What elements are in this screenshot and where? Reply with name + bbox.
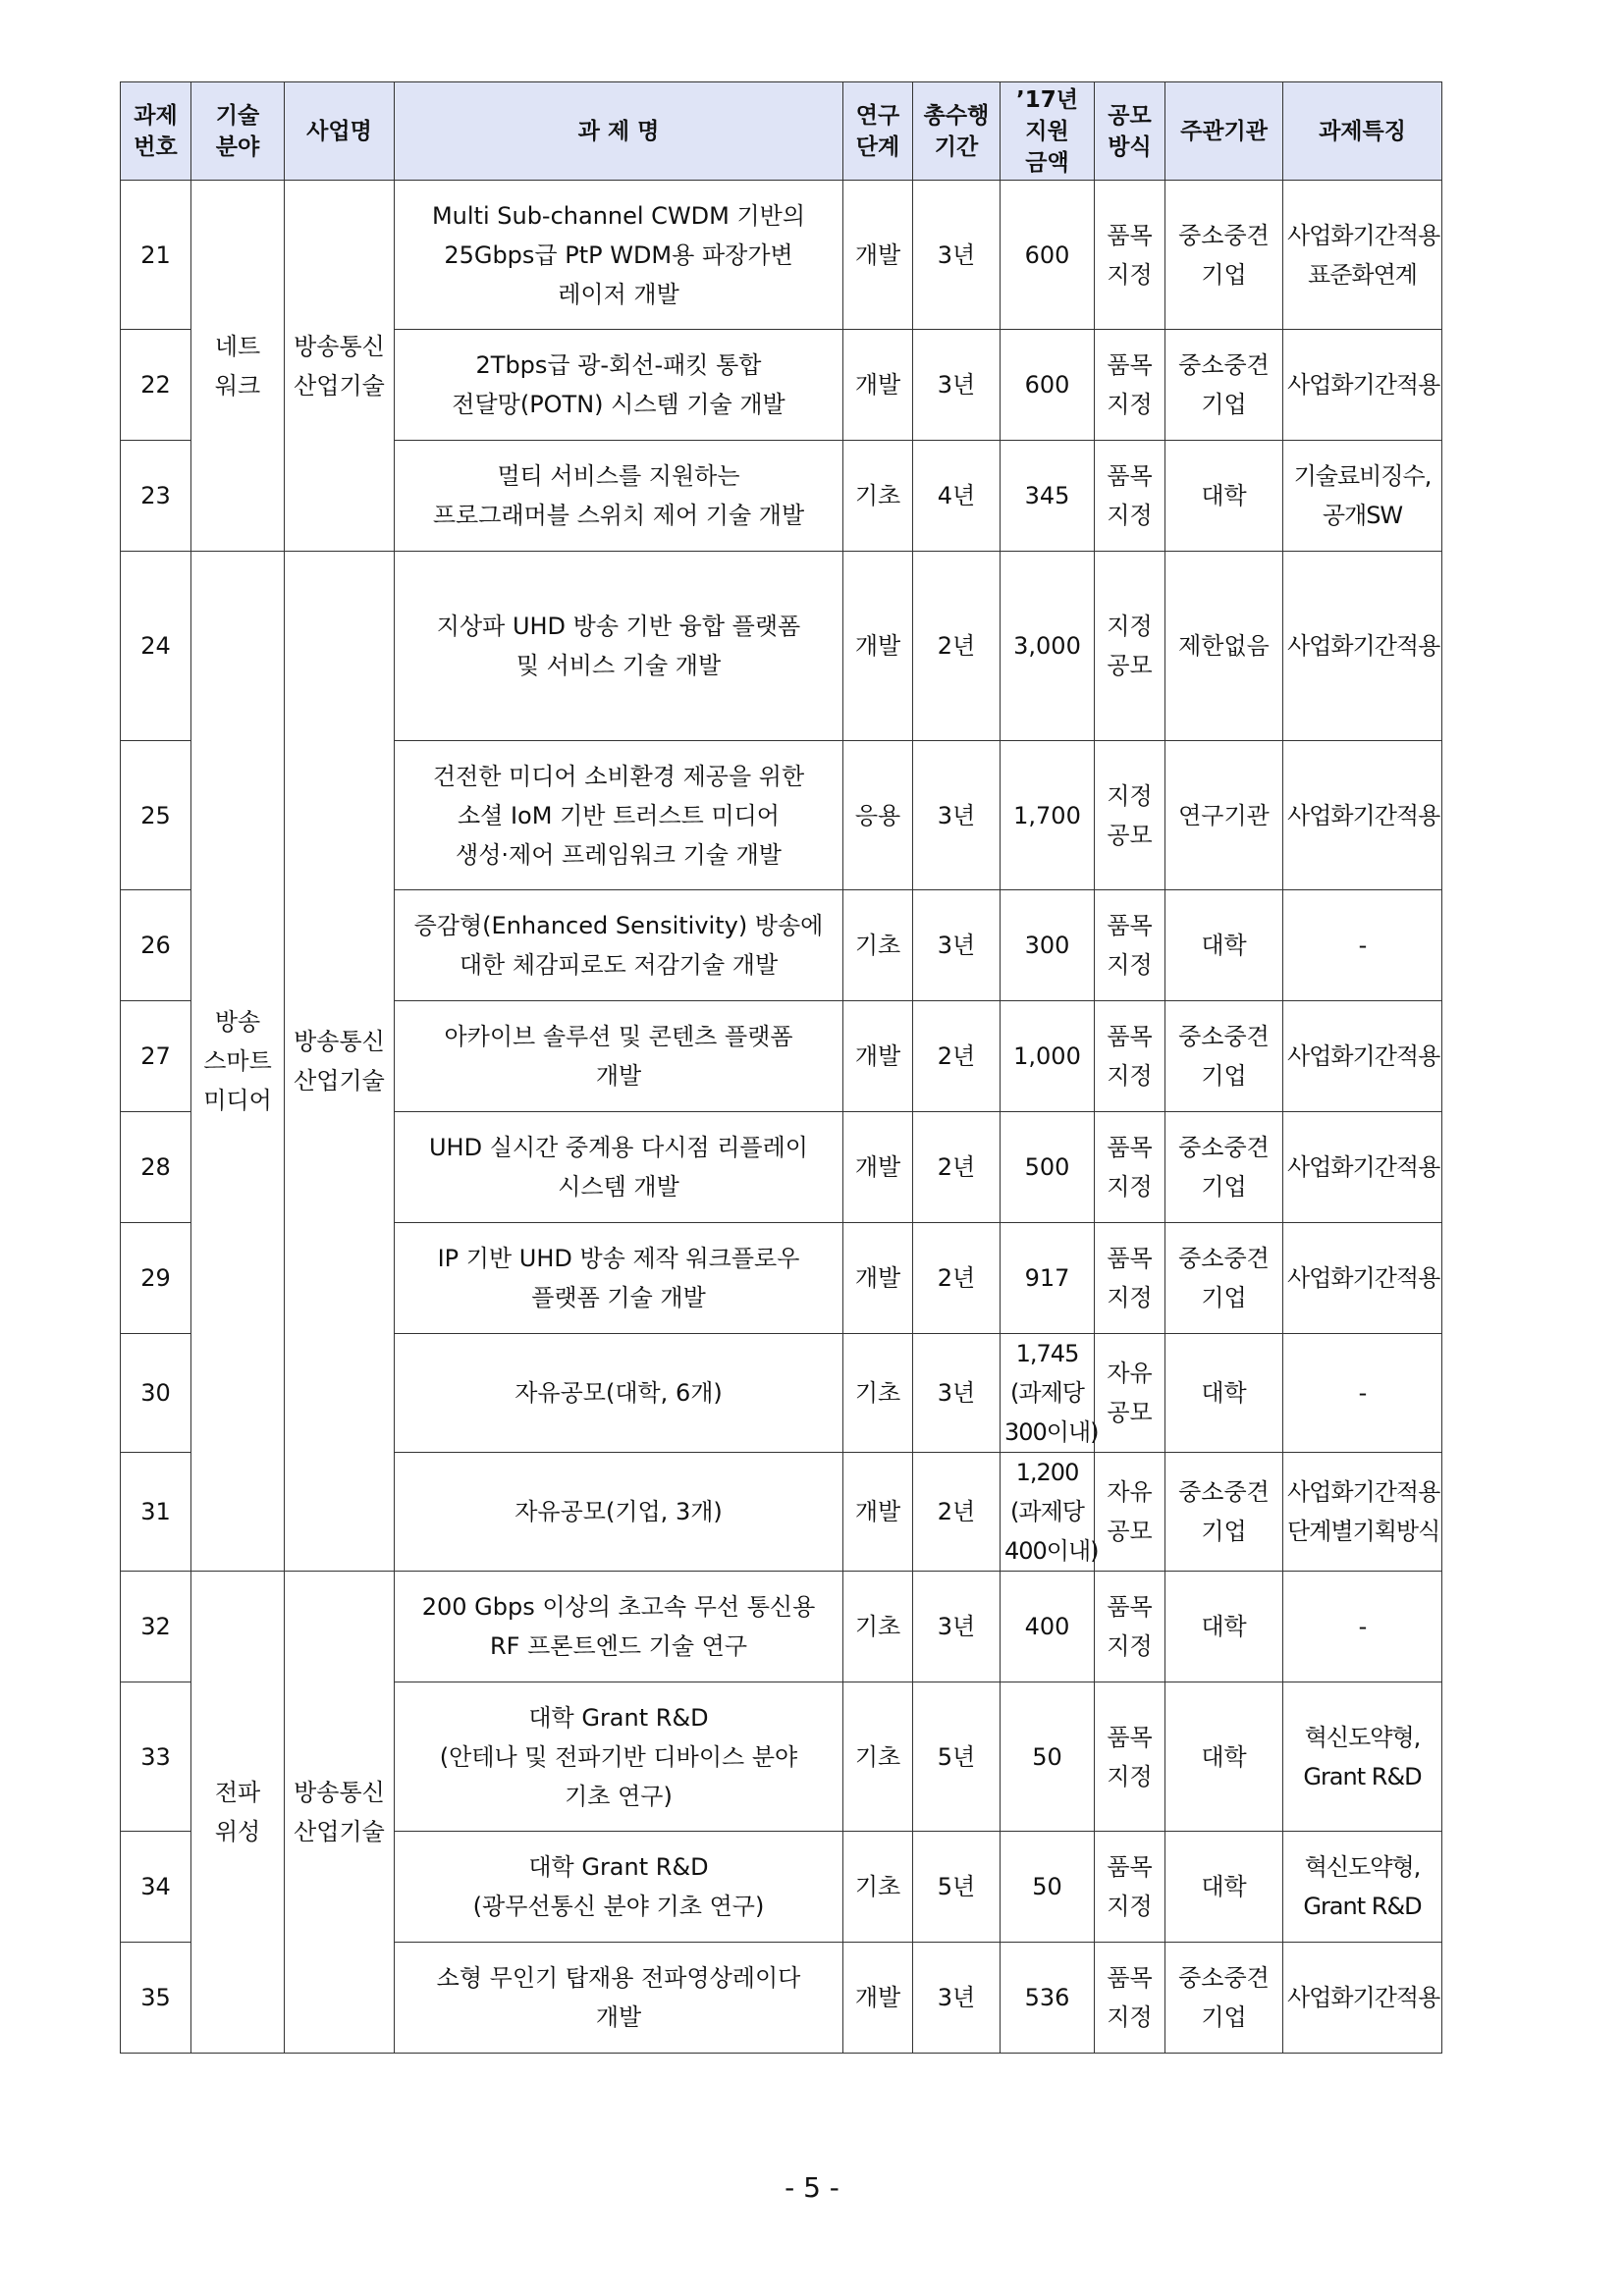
cell-agency: 대학: [1165, 1572, 1283, 1682]
cell-period: 3년: [913, 741, 1001, 890]
cell-program-network: 방송통신 산업기술: [285, 181, 395, 552]
cell-field-media: 방송 스마트 미디어: [191, 552, 285, 1572]
cell-no: 29: [121, 1223, 191, 1334]
cell-title: 자유공모(대학, 6개): [395, 1334, 843, 1453]
cell-feature: 사업화기간적용: [1283, 1112, 1442, 1223]
cell-method: 품목 지정: [1095, 181, 1165, 330]
cell-stage: 기초: [843, 1334, 913, 1453]
cell-method: 품목 지정: [1095, 1223, 1165, 1334]
cell-stage: 응용: [843, 741, 913, 890]
cell-stage: 기초: [843, 1832, 913, 1943]
cell-stage: 기초: [843, 1682, 913, 1832]
cell-no: 33: [121, 1682, 191, 1832]
cell-agency: 중소중견 기업: [1165, 1223, 1283, 1334]
cell-budget: 1,200 (과제당 400이내): [1001, 1453, 1095, 1572]
cell-no: 28: [121, 1112, 191, 1223]
cell-method: 자유 공모: [1095, 1334, 1165, 1453]
cell-no: 34: [121, 1832, 191, 1943]
cell-method: 품목 지정: [1095, 330, 1165, 441]
cell-budget: 600: [1001, 330, 1095, 441]
cell-period: 5년: [913, 1832, 1001, 1943]
cell-stage: 개발: [843, 552, 913, 741]
cell-no: 23: [121, 441, 191, 552]
cell-no: 35: [121, 1943, 191, 2054]
cell-title: 200 Gbps 이상의 초고속 무선 통신용 RF 프론트엔드 기술 연구: [395, 1572, 843, 1682]
cell-stage: 개발: [843, 1001, 913, 1112]
cell-budget: 345: [1001, 441, 1095, 552]
cell-title: 아카이브 솔루션 및 콘텐츠 플랫폼 개발: [395, 1001, 843, 1112]
cell-agency: 제한없음: [1165, 552, 1283, 741]
cell-no: 25: [121, 741, 191, 890]
cell-agency: 중소중견 기업: [1165, 1943, 1283, 2054]
cell-title: IP 기반 UHD 방송 제작 워크플로우 플랫폼 기술 개발: [395, 1223, 843, 1334]
table-row: [121, 552, 1442, 741]
cell-agency: 중소중견 기업: [1165, 1001, 1283, 1112]
cell-stage: 기초: [843, 890, 913, 1001]
cell-feature: 혁신도약형, Grant R&D: [1283, 1832, 1442, 1943]
cell-stage: 개발: [843, 1943, 913, 2054]
cell-program-radio: 방송통신 산업기술: [285, 1572, 395, 2054]
cell-feature: 기술료비징수, 공개SW: [1283, 441, 1442, 552]
table-row: [121, 181, 1442, 330]
project-table: [120, 81, 1442, 2054]
header-budget: ’17년 지원 금액: [1001, 82, 1095, 181]
cell-period: 2년: [913, 1001, 1001, 1112]
cell-budget: 1,745 (과제당 300이내): [1001, 1334, 1095, 1453]
header-no: 과제 번호: [121, 82, 191, 181]
header-program: 사업명: [285, 82, 395, 181]
cell-agency: 대학: [1165, 890, 1283, 1001]
cell-stage: 개발: [843, 1223, 913, 1334]
cell-agency: 대학: [1165, 441, 1283, 552]
header-row: [121, 82, 1442, 181]
cell-agency: 대학: [1165, 1334, 1283, 1453]
header-agency: 주관기관: [1165, 82, 1283, 181]
cell-title: 대학 Grant R&D (안테나 및 전파기반 디바이스 분야 기초 연구): [395, 1682, 843, 1832]
cell-feature: 사업화기간적용: [1283, 1943, 1442, 2054]
cell-program-media: 방송통신 산업기술: [285, 552, 395, 1572]
cell-feature: 사업화기간적용: [1283, 1001, 1442, 1112]
cell-no: 24: [121, 552, 191, 741]
cell-period: 5년: [913, 1682, 1001, 1832]
cell-period: 2년: [913, 1453, 1001, 1572]
cell-method: 자유 공모: [1095, 1453, 1165, 1572]
page-number: - 5 -: [785, 2171, 839, 2204]
header-period: 총수행 기간: [913, 82, 1001, 181]
header-stage: 연구 단계: [843, 82, 913, 181]
cell-budget: 50: [1001, 1682, 1095, 1832]
table-row: [121, 1572, 1442, 1682]
cell-no: 22: [121, 330, 191, 441]
cell-period: 2년: [913, 552, 1001, 741]
cell-stage: 기초: [843, 441, 913, 552]
cell-no: 32: [121, 1572, 191, 1682]
cell-agency: 중소중견 기업: [1165, 330, 1283, 441]
cell-budget: 536: [1001, 1943, 1095, 2054]
cell-field-radio: 전파 위성: [191, 1572, 285, 2054]
cell-title: 자유공모(기업, 3개): [395, 1453, 843, 1572]
cell-method: 품목 지정: [1095, 1682, 1165, 1832]
cell-budget: 1,700: [1001, 741, 1095, 890]
cell-title: UHD 실시간 중계용 다시점 리플레이 시스템 개발: [395, 1112, 843, 1223]
cell-period: 4년: [913, 441, 1001, 552]
cell-method: 품목 지정: [1095, 1001, 1165, 1112]
cell-budget: 917: [1001, 1223, 1095, 1334]
cell-period: 2년: [913, 1223, 1001, 1334]
cell-stage: 기초: [843, 1572, 913, 1682]
cell-stage: 개발: [843, 1112, 913, 1223]
cell-stage: 개발: [843, 330, 913, 441]
cell-field-network: 네트 워크: [191, 181, 285, 552]
header-method: 공모 방식: [1095, 82, 1165, 181]
cell-method: 지정 공모: [1095, 741, 1165, 890]
cell-feature: -: [1283, 1572, 1442, 1682]
cell-feature: 사업화기간적용 표준화연계: [1283, 181, 1442, 330]
cell-method: 품목 지정: [1095, 1112, 1165, 1223]
cell-method: 품목 지정: [1095, 1832, 1165, 1943]
cell-method: 품목 지정: [1095, 890, 1165, 1001]
cell-title: 2Tbps급 광-회선-패킷 통합 전달망(POTN) 시스템 기술 개발: [395, 330, 843, 441]
cell-no: 31: [121, 1453, 191, 1572]
header-feature: 과제특징: [1283, 82, 1442, 181]
cell-budget: 3,000: [1001, 552, 1095, 741]
cell-agency: 연구기관: [1165, 741, 1283, 890]
cell-budget: 50: [1001, 1832, 1095, 1943]
cell-stage: 개발: [843, 181, 913, 330]
cell-title: 대학 Grant R&D (광무선통신 분야 기초 연구): [395, 1832, 843, 1943]
cell-period: 3년: [913, 890, 1001, 1001]
cell-no: 26: [121, 890, 191, 1001]
cell-feature: 혁신도약형, Grant R&D: [1283, 1682, 1442, 1832]
cell-no: 30: [121, 1334, 191, 1453]
cell-method: 품목 지정: [1095, 1572, 1165, 1682]
cell-method: 품목 지정: [1095, 1943, 1165, 2054]
cell-feature: 사업화기간적용: [1283, 741, 1442, 890]
cell-no: 27: [121, 1001, 191, 1112]
cell-period: 3년: [913, 1572, 1001, 1682]
cell-feature: -: [1283, 890, 1442, 1001]
cell-period: 3년: [913, 181, 1001, 330]
cell-budget: 1,000: [1001, 1001, 1095, 1112]
cell-budget: 300: [1001, 890, 1095, 1001]
cell-agency: 대학: [1165, 1682, 1283, 1832]
cell-period: 3년: [913, 1943, 1001, 2054]
cell-title: 멀티 서비스를 지원하는 프로그래머블 스위치 제어 기술 개발: [395, 441, 843, 552]
cell-stage: 개발: [843, 1453, 913, 1572]
cell-method: 지정 공모: [1095, 552, 1165, 741]
cell-feature: 사업화기간적용 단계별기획방식: [1283, 1453, 1442, 1572]
cell-period: 3년: [913, 330, 1001, 441]
cell-title: 지상파 UHD 방송 기반 융합 플랫폼 및 서비스 기술 개발: [395, 552, 843, 741]
cell-feature: 사업화기간적용: [1283, 552, 1442, 741]
header-field: 기술 분야: [191, 82, 285, 181]
cell-feature: -: [1283, 1334, 1442, 1453]
cell-budget: 500: [1001, 1112, 1095, 1223]
cell-method: 품목 지정: [1095, 441, 1165, 552]
cell-feature: 사업화기간적용: [1283, 1223, 1442, 1334]
cell-period: 3년: [913, 1334, 1001, 1453]
cell-agency: 중소중견 기업: [1165, 1112, 1283, 1223]
cell-agency: 중소중견 기업: [1165, 1453, 1283, 1572]
header-title: 과 제 명: [395, 82, 843, 181]
cell-no: 21: [121, 181, 191, 330]
cell-budget: 400: [1001, 1572, 1095, 1682]
cell-agency: 중소중견 기업: [1165, 181, 1283, 330]
cell-title: Multi Sub-channel CWDM 기반의 25Gbps급 PtP WDM용 파장가변 레이저 개발: [395, 181, 843, 330]
cell-budget: 600: [1001, 181, 1095, 330]
cell-title: 소형 무인기 탑재용 전파영상레이다 개발: [395, 1943, 843, 2054]
cell-title: 증감형(Enhanced Sensitivity) 방송에 대한 체감피로도 저감기술 개발: [395, 890, 843, 1001]
cell-period: 2년: [913, 1112, 1001, 1223]
cell-title: 건전한 미디어 소비환경 제공을 위한 소셜 IoM 기반 트러스트 미디어 생성·제어 프레임워크 기술 개발: [395, 741, 843, 890]
cell-agency: 대학: [1165, 1832, 1283, 1943]
cell-feature: 사업화기간적용: [1283, 330, 1442, 441]
